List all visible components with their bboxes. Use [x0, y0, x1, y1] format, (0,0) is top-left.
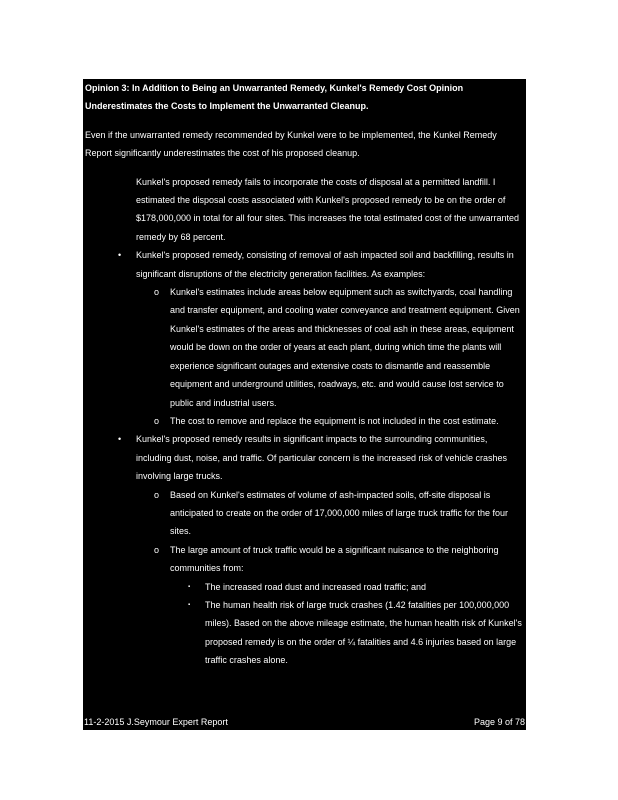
circle-marker: o [154, 415, 160, 426]
sub-sub-item-text: The increased road dust and increased road traffic; and [205, 581, 426, 592]
bullet-text: Kunkel's proposed remedy results in significant impacts to the surrounding communities, including dust, noise, and traffic. Of particular concern is the increased risk of vehicle crashes involving large trucks. [136, 434, 508, 482]
bullet-item-community-impacts [85, 430, 524, 485]
sub-item-replacement-cost [85, 412, 524, 430]
opinion-heading-line-2: Underestimates the Costs to Implement the Unwarranted Cleanup. [85, 101, 369, 112]
disposal-cost-paragraph: Kunkel's proposed remedy fails to incorporate the costs of disposal at a permitted landfill. I estimated the disposal costs associated with Kunkel's proposed remedy to be on the order of $178,000,000 in total for all four sites. This increases the total estimated cost of the unwarranted remedy by 68 percent. [136, 176, 520, 242]
sub-sub-item-health-risk [85, 596, 524, 670]
sub-item-truck-miles [85, 486, 524, 541]
footer-report-title: 11-2-2015 J.Seymour Expert Report [84, 717, 228, 727]
report-body [83, 79, 526, 730]
intro-paragraph: Even if the unwarranted remedy recommended by Kunkel were to be implemented, the Kunkel Remedy Report significantly underestimates the cost of his proposed cleanup. [85, 129, 497, 159]
square-marker: ▪ [188, 601, 191, 608]
opinion-heading-line-1: Opinion 3: In Addition to Being an Unwarranted Remedy, Kunkel's Remedy Cost Opinion [85, 83, 464, 93]
page-footer [83, 714, 526, 730]
sub-sub-item-road-dust [85, 578, 524, 596]
circle-marker: o [154, 287, 160, 298]
sub-item-text: The large amount of truck traffic would be a significant nuisance to the neighboring communities from: [170, 544, 499, 574]
bullet-text: Kunkel's proposed remedy, consisting of removal of ash impacted soil and backfilling, results in significant disruptions of the electricity generation facilities. As examples: [136, 250, 514, 279]
square-marker: ▪ [188, 583, 191, 590]
sub-sub-item-text: The human health risk of large truck crashes (1.42 fatalities per 100,000,000 miles). Based on the above mileage estimate, the human health risk of Kunkel's proposed remedy is on the order of ¼ fatalities and 4.6 injuries based on large traffic crashes alone. [205, 599, 522, 666]
sub-item-nuisance [85, 541, 524, 578]
bullet-marker: • [118, 250, 122, 261]
circle-marker: o [154, 489, 160, 500]
bullet-item-disruptions [85, 246, 524, 283]
sub-item-text: Based on Kunkel's estimates of volume of ash-impacted soils, off-site disposal is anticipated to create on the order of 17,000,000 miles of large truck traffic for the four sites. [170, 489, 509, 537]
circle-marker: o [154, 544, 160, 555]
bullet-list [85, 246, 524, 669]
sub-item-equipment [85, 283, 524, 412]
bullet-marker: • [118, 434, 122, 445]
sub-item-text: The cost to remove and replace the equipment is not included in the cost estimate. [170, 415, 499, 426]
sub-item-text: Kunkel's estimates include areas below equipment such as switchyards, coal handling and transfer equipment, and cooling water conveyance and treatment equipment. Given Kunkel's estimates of the areas and thicknesses of coal ash in these areas, equipment would be down on the order of years at each plant, during which time the plants will experience significant outages and extensive costs to dismantle and reassemble equipment and underground utilities, roadways, etc. and would cause lost service to public and industrial users. [170, 287, 520, 408]
footer-page-number: Page 9 of 78 [473, 717, 525, 727]
